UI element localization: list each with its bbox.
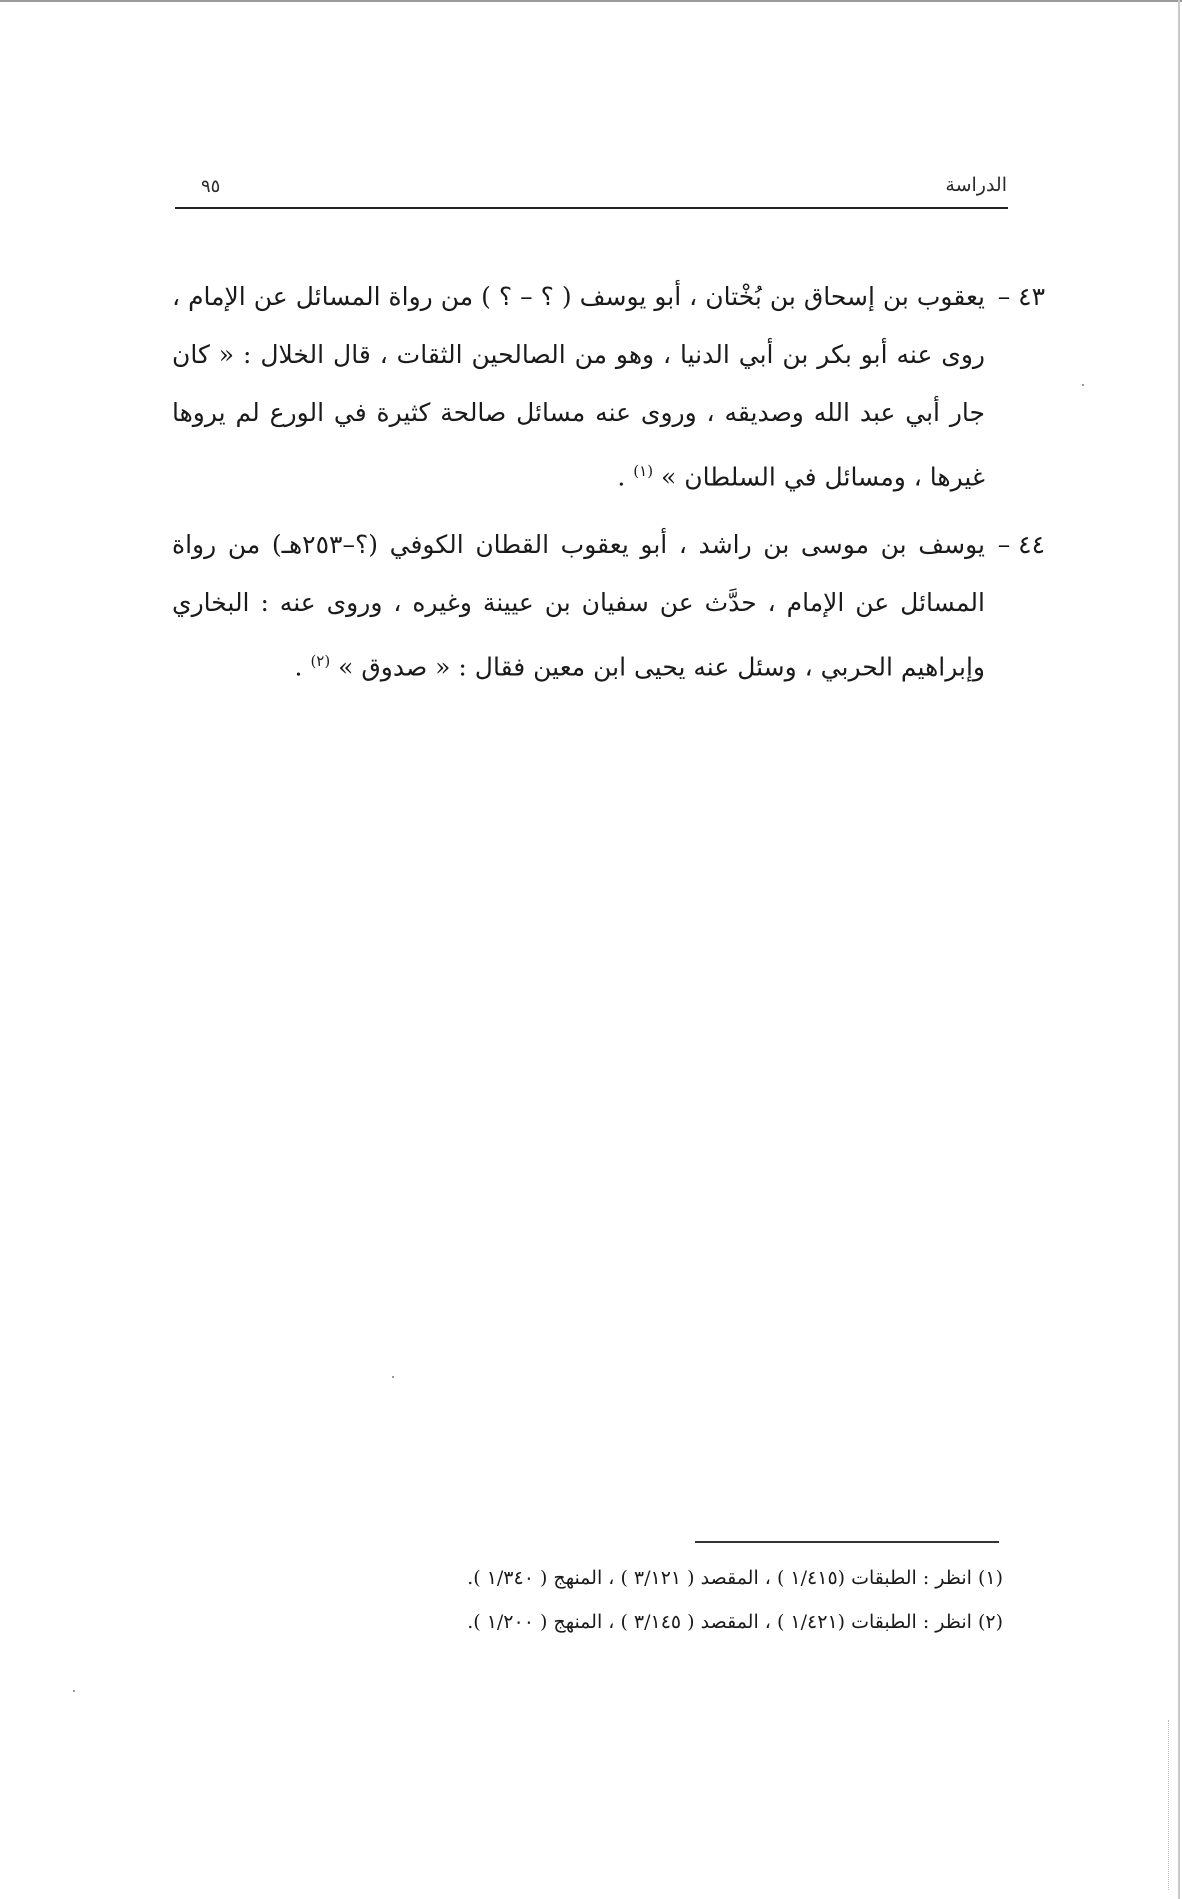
page-number: ٩٥ bbox=[201, 176, 221, 197]
entry-body: يعقوب بن إسحاق بن بُخْتان ، أبو يوسف ( ؟ – ؟ ) من رواة المسائل عن الإمام ، روى عنه أبو بكر بن أبي الدنيا ، وهو من الصالحين الثقات ، قال الخلال : « كان جار أبي عبد الله وصديقه ، وروى عنه مسائل صالحة كثيرة في الورع لم يروها غيرها ، ومسائل في السلطان » bbox=[172, 282, 985, 492]
scan-right-edge-dots bbox=[1168, 1720, 1170, 1890]
entry-text bbox=[172, 268, 985, 506]
running-header bbox=[175, 172, 1007, 208]
entry-end: . bbox=[294, 652, 311, 682]
footnote-reference: (٢) bbox=[310, 652, 331, 671]
header-rule bbox=[175, 207, 1008, 209]
entry-body: يوسف بن موسى بن راشد ، أبو يعقوب القطان الكوفي (؟–٢٥٣هـ) من رواة المسائل عن الإمام ، حدَّث عن سفيان بن عيينة وغيره ، وروى عنه : البخاري وإبراهيم الحربي ، وسئل عنه يحيى ابن معين فقال : « صدوق » bbox=[172, 530, 985, 682]
entry-end: . bbox=[617, 462, 634, 492]
scan-speck bbox=[73, 1690, 75, 1692]
scan-right-edge bbox=[1178, 0, 1180, 1899]
entry-number: ٤٤ – bbox=[997, 530, 1045, 560]
scan-speck bbox=[392, 1376, 394, 1378]
entry-44 bbox=[172, 516, 1045, 696]
entry-number: ٤٣ – bbox=[997, 282, 1045, 311]
footnote-2: (٢) انظر : الطبقات (١/٤٢١ ) ، المقصد ( ٣/١٤٥ ) ، المنهج ( ١/٢٠٠ ). bbox=[467, 1611, 1003, 1633]
entries-list bbox=[172, 268, 1045, 707]
entry-43 bbox=[172, 268, 1045, 506]
footnote-reference: (١) bbox=[633, 462, 654, 480]
scan-top-border bbox=[0, 0, 1182, 2]
scan-speck bbox=[1082, 384, 1084, 386]
footnotes bbox=[395, 1556, 1003, 1644]
footnote-1: (١) انظر : الطبقات (١/٤١٥ ) ، المقصد ( ٣/١٢١ ) ، المنهج ( ١/٣٤٠ ). bbox=[467, 1567, 1003, 1589]
header-title: الدراسة bbox=[945, 174, 1007, 196]
entry-text bbox=[172, 516, 985, 696]
footnote-rule bbox=[695, 1541, 999, 1543]
